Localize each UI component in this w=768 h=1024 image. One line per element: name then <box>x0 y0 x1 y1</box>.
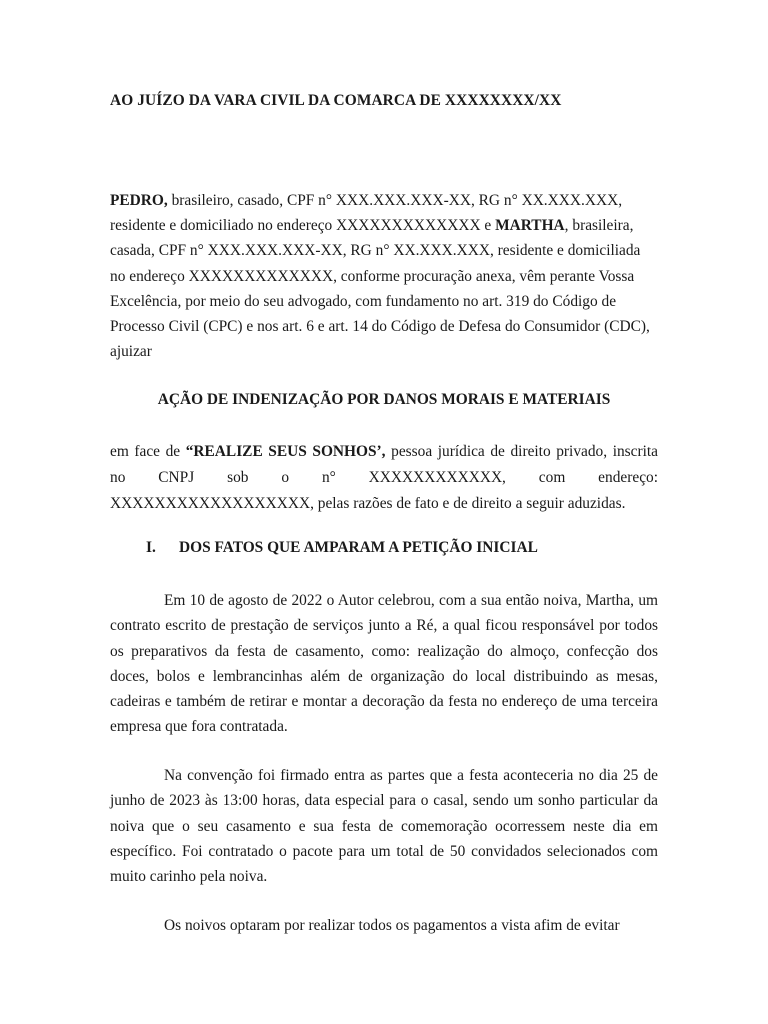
party1-name: PEDRO, <box>110 192 168 209</box>
facts-paragraph: Em 10 de agosto de 2022 o Autor celebrou, com a sua então noiva, Martha, um contrato escrito de prestação de serviços junto a Ré, a qual ficou responsável por todos os preparativos da festa de casamento, como: realização do almoço, confecção dos doces, bolos e lembrancinhas além de organização do local distribuindo as mesas, cadeiras e também de retirar e montar a decoração da festa no endereço de uma terceira empresa que fora contratada. <box>110 592 658 736</box>
section-title: DOS FATOS QUE AMPARAM A PETIÇÃO INICIAL <box>179 539 538 556</box>
defendant-name: “REALIZE SEUS SONHOS’, <box>185 443 386 460</box>
facts-paragraph: Na convenção foi firmado entra as partes que a festa aconteceria no dia 25 de junho de 2023 às 13:00 horas, data especial para o casal, sendo um sonho particular da noiva que o seu casamento e sua festa de comemoração ocorressem neste dia em específico. Foi contratado o pacote para um total de 50 convidados selecionados com muito carinho pela noiva. <box>110 767 658 886</box>
defendant-paragraph <box>110 439 658 516</box>
facts-paragraph: Os noivos optaram por realizar todos os pagamentos a vista afim de evitar <box>164 917 620 934</box>
party2-details: , brasileira, casada, CPF n° XXX.XXX.XXX-XX, RG n° XX.XXX.XXX, residente e domiciliada no endereço XXXXXXXXXXXXX, conforme procuração anexa, vêm perante Vossa Excelência, por meio do seu advogado, com fundamento no art. 319 do Código de Processo Civil (CPC) e nos art. 6 e art. 14 do Código de Defesa do Consumidor (CDC), ajuizar <box>110 217 650 361</box>
parties-qualification <box>110 188 658 364</box>
party2-name: MARTHA <box>495 217 565 235</box>
action-title: AÇÃO DE INDENIZAÇÃO POR DANOS MORAIS E MATERIAIS <box>157 391 611 408</box>
section-number: I. <box>146 539 156 556</box>
defendant-prefix: em face de <box>110 443 186 460</box>
court-header: AO JUÍZO DA VARA CIVIL DA COMARCA DE XXXXXXXX/XX <box>110 92 562 109</box>
section-heading <box>146 539 538 557</box>
party1-details: brasileiro, casado, CPF n° XXX.XXX.XXX-XX, RG n° XX.XXX.XXX, residente e domiciliado no endereço XXXXXXXXXXXXX e <box>110 192 623 235</box>
defendant-details: pessoa jurídica de direito privado, inscrita no CNPJ sob o n° XXXXXXXXXXXX, com endereço: XXXXXXXXXXXXXXXXXX, pelas razões de fato e de direito a seguir aduzidas. <box>110 443 658 512</box>
